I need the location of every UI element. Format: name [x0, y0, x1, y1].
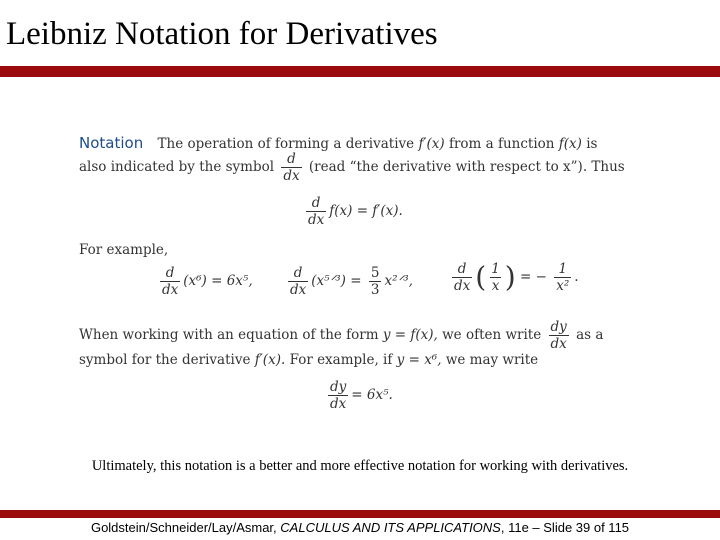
- frac-den: dx: [290, 282, 307, 299]
- frac-den: dx: [308, 212, 325, 229]
- frac-den: x²: [556, 278, 570, 295]
- frac-den: dx: [283, 168, 300, 185]
- slide-title: Leibniz Notation for Derivatives: [6, 16, 438, 52]
- bottom-divider-bar: [0, 510, 720, 518]
- footer-book-title: CALCULUS AND ITS APPLICATIONS: [280, 520, 501, 535]
- eq1-body: f(x) = f′(x).: [329, 203, 403, 220]
- d-dx-symbol: [281, 152, 301, 183]
- one-over-x: [489, 262, 502, 293]
- example-1: [157, 266, 253, 297]
- equation-1: [303, 196, 403, 227]
- ex3-result-fraction: [554, 262, 571, 293]
- ex3-end: .: [574, 269, 579, 286]
- d-dx-operator: [452, 262, 472, 293]
- notation-line-2: [79, 152, 625, 183]
- ex2-rest: x²ᐟ³,: [384, 273, 413, 290]
- frac-den: x: [491, 278, 500, 295]
- frac-num: dy: [550, 319, 567, 335]
- frac-den: 3: [370, 282, 380, 299]
- left-paren: (: [475, 260, 487, 294]
- p4-expr-y: y = x⁶,: [396, 352, 442, 368]
- top-divider-bar: [0, 66, 720, 77]
- frac-den: dx: [454, 278, 471, 295]
- p4-text-c: we may write: [445, 352, 539, 368]
- frac-num: d: [165, 265, 175, 281]
- p4-expr-fprime: f′(x).: [254, 352, 286, 368]
- p3-text-b: we often write: [442, 327, 542, 344]
- frac-num: dy: [330, 379, 347, 395]
- equation-2: [325, 380, 393, 411]
- p4-text-b: For example, if: [289, 352, 393, 368]
- frac-num: d: [293, 265, 303, 281]
- frac-den: dx: [162, 282, 179, 299]
- p1-text-a: The operation of forming a derivative: [157, 136, 415, 152]
- p2-text-a: also indicated by the symbol: [79, 159, 275, 176]
- eq2-body: = 6x⁵.: [351, 387, 393, 404]
- notation-heading: Notation: [79, 134, 144, 152]
- frac-num: 5: [370, 265, 380, 281]
- d-dx-operator: [306, 196, 326, 227]
- p3-text-a: When working with an equation of the form: [79, 327, 379, 344]
- dy-dx-symbol: [328, 380, 348, 411]
- p1-expr-f: f(x): [558, 136, 582, 152]
- frac-num: d: [311, 195, 321, 211]
- ex3-equals: = −: [520, 269, 547, 286]
- example-label: For example,: [79, 242, 169, 258]
- notation-line-1: [79, 134, 597, 152]
- ex2-fraction: [369, 266, 382, 297]
- frac-num: 1: [558, 261, 568, 277]
- slide-footer: [0, 520, 720, 535]
- p4-text-a: symbol for the derivative: [79, 352, 251, 368]
- right-paren: ): [504, 260, 516, 294]
- paragraph-3-line-2: [79, 352, 538, 368]
- p1-text-c: is: [586, 136, 598, 152]
- p1-text-b: from a function: [448, 136, 555, 152]
- p2-text-b: (read “the derivative with respect to x”). Thus: [308, 159, 625, 176]
- frac-num: 1: [491, 261, 500, 277]
- d-dx-operator: [160, 266, 180, 297]
- footer-slide-info: , 11e – Slide 39 of 115: [500, 520, 630, 535]
- dy-dx-symbol: [549, 320, 569, 351]
- paragraph-3-line-1: [79, 320, 603, 351]
- p3-expr: y = f(x),: [382, 327, 438, 344]
- p1-expr-fprime: f′(x): [418, 136, 445, 152]
- frac-num: d: [457, 261, 467, 277]
- footer-authors: Goldstein/Schneider/Lay/Asmar,: [90, 520, 281, 535]
- p3-text-c: as a: [576, 327, 604, 344]
- frac-den: dx: [550, 336, 567, 353]
- example-3: [449, 262, 579, 293]
- frac-den: dx: [330, 396, 347, 413]
- example-2: [285, 266, 413, 297]
- ex1-body: (x⁶) = 6x⁵,: [183, 273, 253, 290]
- conclusion-text: Ultimately, this notation is a better and more effective notation for working with derivatives.: [91, 458, 629, 474]
- ex2-body: (x⁵ᐟ³) =: [311, 273, 362, 290]
- frac-num: d: [287, 151, 296, 167]
- d-dx-operator: [288, 266, 308, 297]
